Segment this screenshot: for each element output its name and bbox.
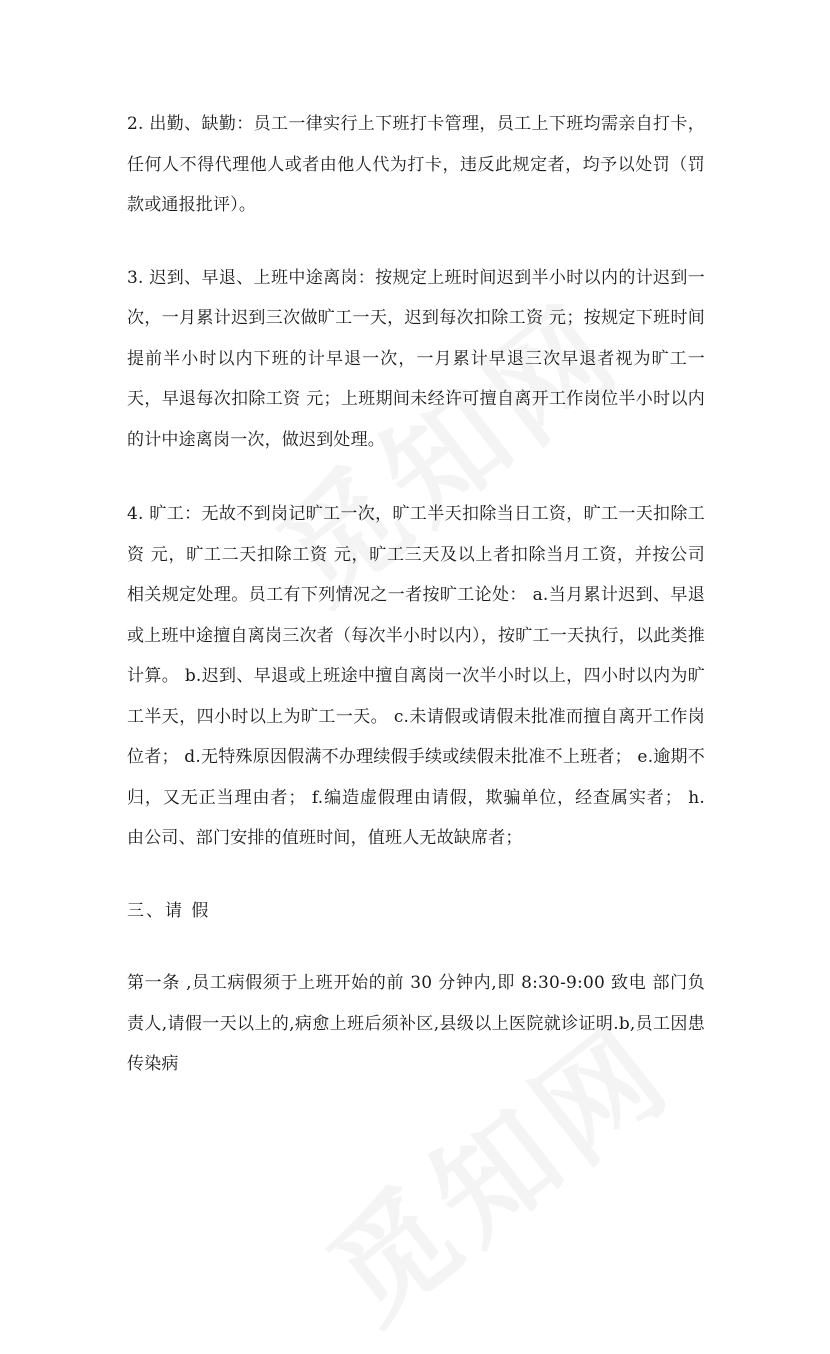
document-body	[127, 104, 705, 1085]
paragraph-absenteeism: 4. 旷工：无故不到岗记旷工一次，旷工半天扣除当日工资，旷工一天扣除工资 元，旷工二天扣除工资 元，旷工三天及以上者扣除当月工资，并按公司相关规定处理。员工有下列情况之一者按旷工论处： a.当月累计迟到、早退或上班中途擅自离岗三次者（每次半小时以内），按旷工一天执行，以此类推计算。 b.迟到、早退或上班途中擅自离岗一次半小时以上，四小时以内为旷工半天，四小时以上为旷工一天。 c.未请假或请假未批准而擅自离开工作岗位者； d.无特殊原因假满不办理续假手续或续假未批准不上班者； e.逾期不归，又无正当理由者； f.编造虚假理由请假，欺骗单位，经查属实者； h. 由公司、部门安排的值班时间，值班人无故缺席者；	[127, 504, 705, 848]
paragraph-leave-article-one: 第一条 ,员工病假须于上班开始的前 30 分钟内,即 8:30-9:00 致电 部门负责人,请假一天以上的,病愈上班后须补区,县级以上医院就诊证明.b,员工因患传染病	[127, 973, 705, 1074]
paragraph-late-early-leave: 3. 迟到、早退、上班中途离岗：按规定上班时间迟到半小时以内的计迟到一次，一月累计迟到三次做旷工一天，迟到每次扣除工资 元；按规定下班时间提前半小时以内下班的计早退一次，一月累计早退三次早退者视为旷工一天，早退每次扣除工资 元；上班期间未经许可擅自离开工作岗位半小时以内的计中途离岗一次，做迟到处理。	[127, 267, 705, 450]
paragraph-attendance: 2. 出勤、缺勤：员工一律实行上下班打卡管理，员工上下班均需亲自打卡，任何人不得代理他人或者由他人代为打卡，违反此规定者，均予以处罚（罚款或通报批评）。	[127, 114, 705, 215]
section-heading-leave: 三、请 假	[127, 900, 211, 921]
